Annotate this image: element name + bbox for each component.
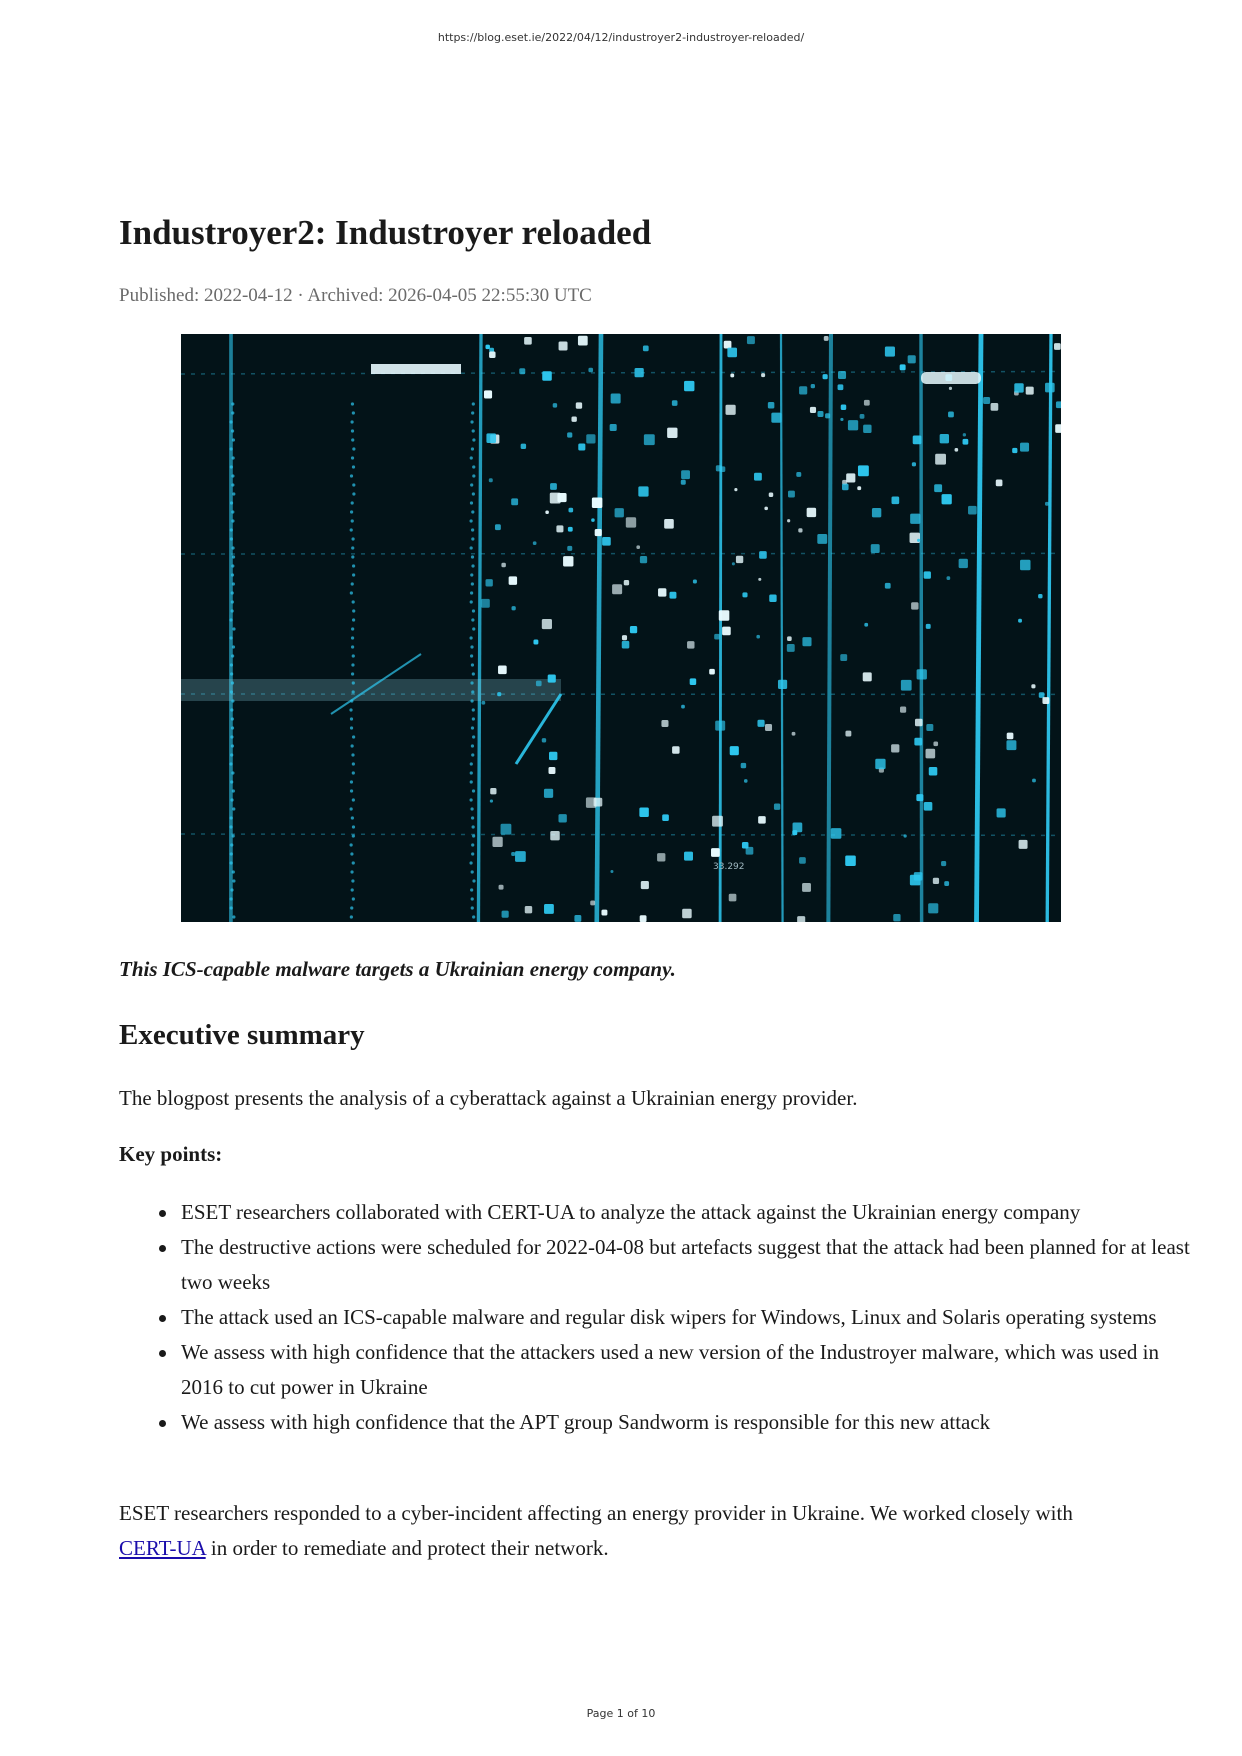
- article-title: Industroyer2: Industroyer reloaded: [119, 213, 652, 252]
- page-url-header: https://blog.eset.ie/2022/04/12/industroyer2-industroyer-reloaded/: [437, 31, 805, 44]
- list-item: The destructive actions were scheduled for 2022-04-08 but artefacts suggest that the attack had been planned for at least two weeks: [181, 1230, 1191, 1300]
- list-item: We assess with high confidence that the attackers used a new version of the Industroyer malware, which was used in 2016 to cut power in Ukraine: [181, 1335, 1191, 1405]
- list-item: The attack used an ICS-capable malware and regular disk wipers for Windows, Linux and Solaris operating systems: [181, 1300, 1191, 1335]
- article-meta: Published: 2022-04-12 · Archived: 2026-04-05 22:55:30 UTC: [119, 285, 592, 306]
- list-item: We assess with high confidence that the APT group Sandworm is responsible for this new attack: [181, 1405, 1191, 1440]
- closing-text-end: in order to remediate and protect their network.: [205, 1536, 609, 1560]
- section-heading: Executive summary: [119, 1019, 365, 1051]
- page-number: Page 1 of 10: [586, 1707, 656, 1720]
- article-caption: This ICS-capable malware targets a Ukrainian energy company.: [119, 957, 676, 981]
- hero-image: [181, 334, 1061, 922]
- key-points-label: Key points:: [119, 1142, 223, 1166]
- hero-image-label: 33.292: [713, 862, 745, 872]
- closing-text-start: ESET researchers responded to a cyber-incident affecting an energy provider in Ukraine. We worked closely with: [119, 1501, 1073, 1525]
- cert-ua-link[interactable]: CERT-UA: [119, 1536, 206, 1560]
- key-points-list: [119, 1195, 1191, 1440]
- list-item: ESET researchers collaborated with CERT-UA to analyze the attack against the Ukrainian energy company: [181, 1195, 1191, 1230]
- closing-paragraph: [119, 1496, 1099, 1566]
- circuit-illustration: [181, 334, 1061, 922]
- intro-paragraph: The blogpost presents the analysis of a cyberattack against a Ukrainian energy provider.: [119, 1086, 858, 1110]
